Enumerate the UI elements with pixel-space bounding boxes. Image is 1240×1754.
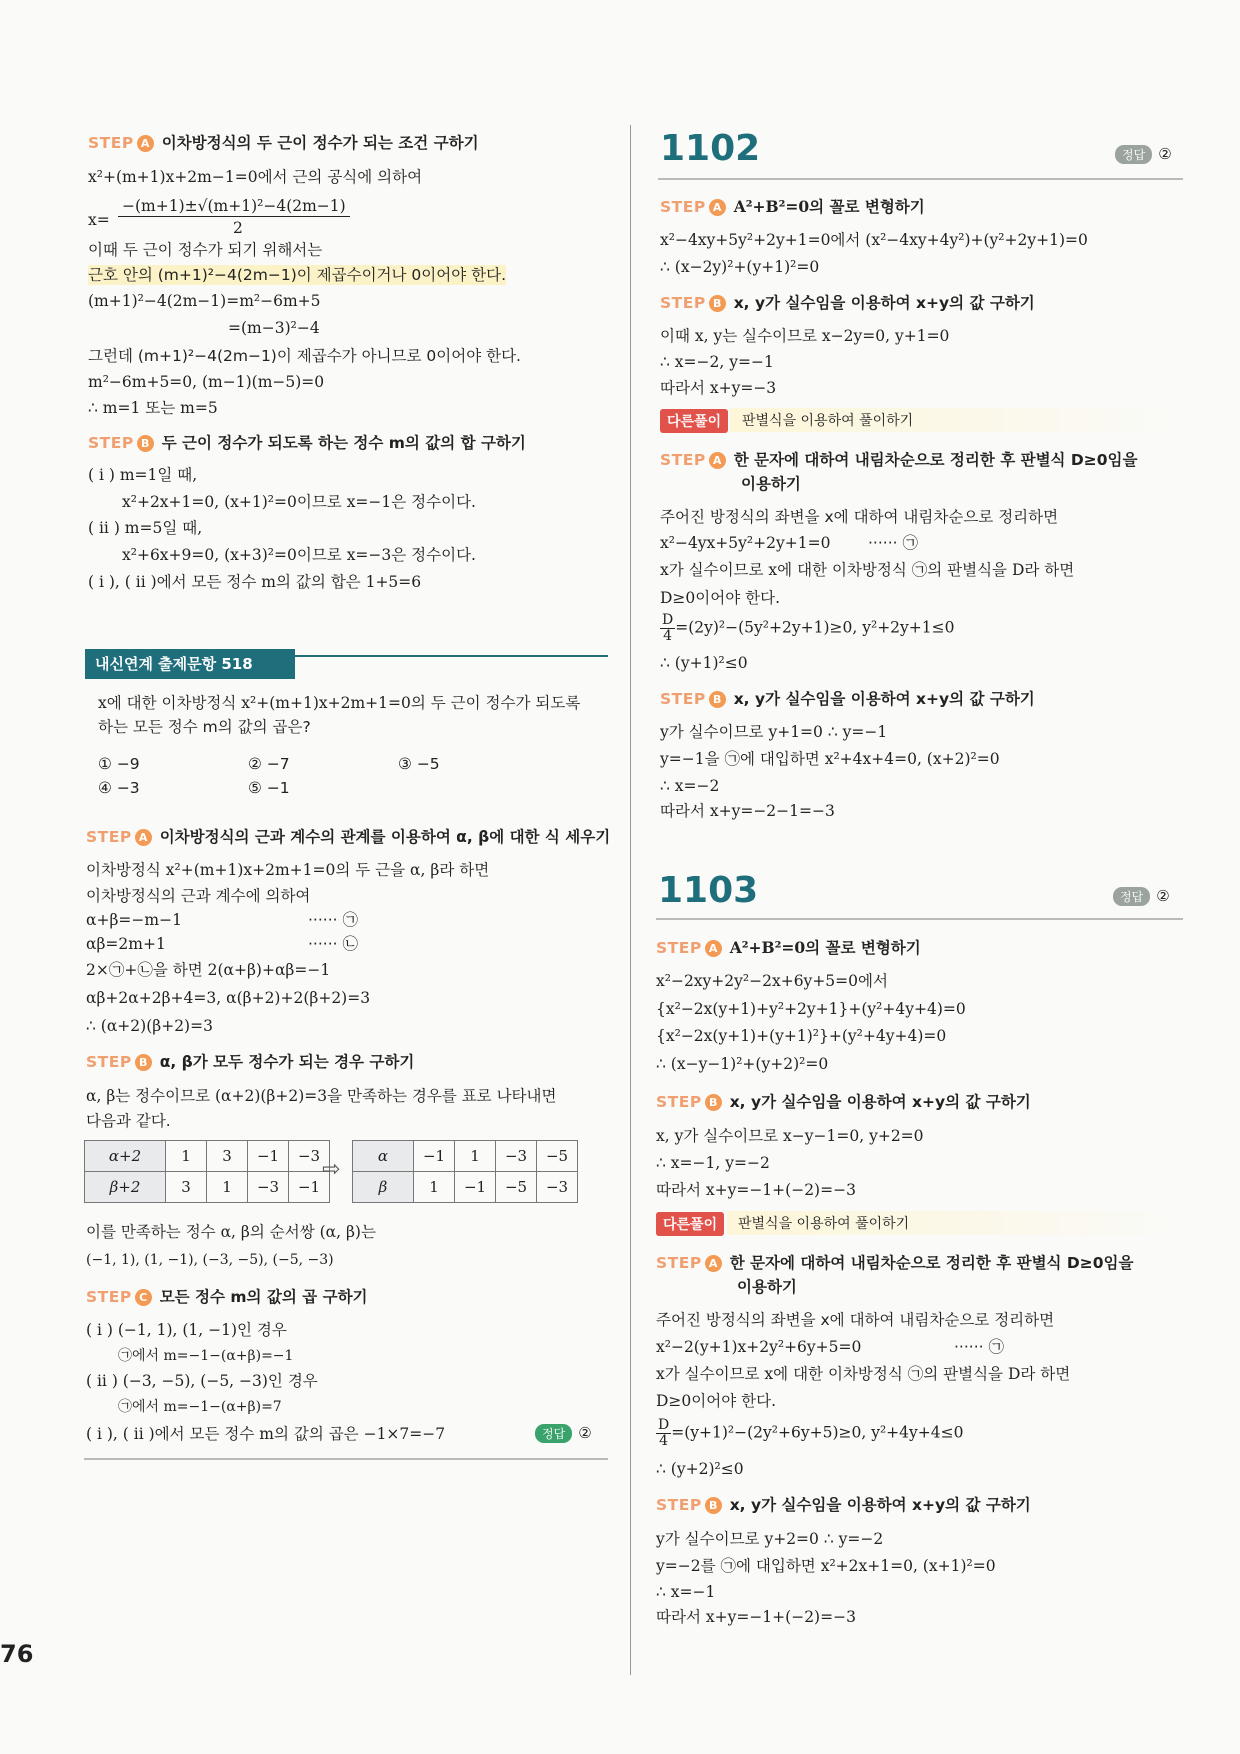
section-end-rule — [84, 1458, 608, 1460]
table-row — [85, 1141, 330, 1172]
math-line: y=−2를 ㉠에 대입하면 x²+2x+1=0, (x+1)²=0 — [656, 1557, 996, 1575]
equation-marker: ······ ㉡ — [308, 935, 358, 953]
math-line: =(m−3)²−4 — [228, 319, 320, 337]
math-line: ∴ m=1 또는 m=5 — [88, 399, 218, 417]
table-cell: 1 — [455, 1141, 496, 1172]
step-b-heading: STEP B x, y가 실수임을 이용하여 x+y의 값 구하기 — [656, 1496, 1031, 1514]
table-row — [85, 1172, 330, 1203]
step-a-heading: STEP A 한 문자에 대하여 내림차순으로 정리한 후 판별식 D≥0임을 — [660, 451, 1138, 469]
table-cell: 1 — [414, 1172, 455, 1203]
table-cell: β — [353, 1172, 414, 1203]
text-line: ( i ) m=1일 때, — [88, 466, 198, 484]
fraction: $\frac{D}{4}$ — [658, 1417, 670, 1449]
highlighted-line: 근호 안의 (m+1)²−4(2m−1)이 제곱수이거나 0이어야 한다. — [88, 266, 507, 284]
math-line: $\frac{D}{4}$ =(y+1)²−(2y²+6y+5)≥0, y²+4y+4≤0 — [658, 1417, 964, 1449]
math-line: (m+1)²−4(2m−1)=m²−6m+5 — [88, 292, 321, 310]
math-line: ∴ x=−2, y=−1 — [660, 353, 774, 371]
step-a-heading: STEP A A²+B²=0의 꼴로 변형하기 — [656, 938, 921, 957]
math-line: x²+(m+1)x+2m−1=0에서 근의 공식에 의하여 — [88, 168, 423, 186]
math-line: 이때 x, y는 실수이므로 x−2y=0, y+1=0 — [660, 327, 950, 345]
math-line: αβ=2m+1 — [86, 935, 166, 953]
table-cell: β+2 — [85, 1172, 166, 1203]
text-line: ( i ), ( ii )에서 모든 정수 m의 값의 합은 1+5=6 — [88, 573, 422, 591]
text-line: 그런데 (m+1)²−4(2m−1)이 제곱수가 아니므로 0이어야 한다. — [88, 347, 521, 365]
math-line: ㉠에서 m=−1−(α+β)=7 — [118, 1399, 282, 1415]
math-line: αβ+2α+2β+4=3, α(β+2)+2(β+2)=3 — [86, 989, 371, 1007]
table-row — [353, 1141, 578, 1172]
math-line: 따라서 x+y=−2−1=−3 — [660, 802, 835, 820]
math-line: m²−6m+5=0, (m−1)(m−5)=0 — [88, 373, 325, 391]
section-banner: 내신연계 출제문항 518 — [85, 649, 295, 679]
table-cell: α+2 — [85, 1141, 166, 1172]
math-line: 따라서 x+y=−1+(−2)=−3 — [656, 1608, 856, 1626]
text-line: 주어진 방정식의 좌변을 x에 대하여 내림차순으로 정리하면 — [660, 508, 1059, 526]
math-line: y=−1을 ㉠에 대입하면 x²+4x+4=0, (x+2)²=0 — [660, 750, 1000, 768]
table-cell: −5 — [496, 1172, 537, 1203]
question-line: 하는 모든 정수 m의 값의 곱은? — [98, 718, 311, 736]
table-cell: −3 — [289, 1141, 330, 1172]
right-arrow-icon: ⇨ — [322, 1157, 341, 1182]
equation-marker: ······ ㉠ — [954, 1338, 1004, 1356]
step-a-heading: STEP A A²+B²=0의 꼴로 변형하기 — [660, 197, 925, 216]
math-line: x²−2xy+2y²−2x+6y+5=0에서 — [656, 972, 888, 990]
answer-badge: 정답 ② — [1115, 145, 1172, 164]
math-line: ∴ (y+2)²≤0 — [656, 1460, 744, 1478]
problem-rule — [656, 918, 1183, 920]
math-line: 따라서 x+y=−3 — [660, 379, 777, 397]
math-line: x²+2x+1=0, (x+1)²=0이므로 x=−1은 정수이다. — [122, 493, 476, 511]
math-line: x²−4yx+5y²+2y+1=0 — [660, 534, 831, 552]
text-line: ( ii ) m=5일 때, — [88, 519, 203, 537]
text-line: ( ii ) (−3, −5), (−5, −3)인 경우 — [86, 1372, 318, 1390]
text-line: 이차방정식의 근과 계수에 의하여 — [86, 887, 311, 905]
page-number: 76 — [0, 1640, 34, 1668]
math-line: α+β=−m−1 — [86, 911, 182, 929]
table-cell: 1 — [207, 1172, 248, 1203]
choice-2: ② −7 — [248, 755, 290, 773]
table-cell: −1 — [455, 1172, 496, 1203]
math-line: 2×㉠+㉡을 하면 2(α+β)+αβ=−1 — [86, 961, 331, 979]
math-line: (−1, 1), (1, −1), (−3, −5), (−5, −3) — [86, 1252, 334, 1268]
section-rule — [285, 655, 608, 657]
math-line: $\frac{D}{4}$ =(2y)²−(5y²+2y+1)≥0, y²+2y+1≤0 — [662, 612, 955, 644]
step-b-heading: STEP B 두 근이 정수가 되도록 하는 정수 m의 값의 합 구하기 — [88, 434, 526, 452]
text-line: ( i ), ( ii )에서 모든 정수 m의 값의 곱은 −1×7=−7 — [86, 1425, 446, 1443]
step-a-heading: STEP A 이차방정식의 두 근이 정수가 되는 조건 구하기 — [88, 134, 479, 152]
math-line: y가 실수이므로 y+2=0 ∴ y=−2 — [656, 1530, 884, 1548]
step-b-heading: STEP B x, y가 실수임을 이용하여 x+y의 값 구하기 — [660, 294, 1035, 312]
math-line: x²−4xy+5y²+2y+1=0에서 (x²−4xy+4y²)+(y²+2y+1)=0 — [660, 231, 1088, 249]
math-line: 이차방정식 x²+(m+1)x+2m+1=0의 두 근을 α, β라 하면 — [86, 861, 490, 879]
fraction: $\frac{D}{4}$ — [662, 612, 674, 644]
table-cell: 3 — [166, 1172, 207, 1203]
equation-marker: ······ ㉠ — [308, 911, 358, 929]
table-cell: −3 — [496, 1141, 537, 1172]
step-c-heading: STEP C 모든 정수 m의 값의 곱 구하기 — [86, 1288, 368, 1306]
step-b-heading: STEP B x, y가 실수임을 이용하여 x+y의 값 구하기 — [660, 690, 1035, 708]
step-a-heading-cont: 이용하기 — [741, 475, 801, 493]
table-cell: −5 — [537, 1141, 578, 1172]
answer-badge: 정답 ② — [535, 1424, 592, 1443]
text-line: α, β는 정수이므로 (α+2)(β+2)=3을 만족하는 경우를 표로 나타내면 — [86, 1087, 557, 1105]
math-line: ∴ (α+2)(β+2)=3 — [86, 1017, 213, 1035]
step-a-heading: STEP A 이차방정식의 근과 계수의 관계를 이용하여 α, β에 대한 식 세우기 — [86, 828, 611, 846]
text-line: 주어진 방정식의 좌변을 x에 대하여 내림차순으로 정리하면 — [656, 1311, 1055, 1329]
math-line: x, y가 실수이므로 x−y−1=0, y+2=0 — [656, 1127, 924, 1145]
math-line: 따라서 x+y=−1+(−2)=−3 — [656, 1181, 856, 1199]
column-divider — [630, 125, 631, 1675]
alt-solution-title: 판별식을 이용하여 풀이하기 — [742, 413, 914, 429]
text-line: x가 실수이므로 x에 대한 이차방정식 ㉠의 판별식을 D라 하면 — [656, 1365, 1071, 1383]
text-line: ( i ) (−1, 1), (1, −1)인 경우 — [86, 1321, 287, 1339]
problem-number: 1102 — [660, 128, 761, 169]
math-line: {x²−2x(y+1)+y²+2y+1}+(y²+4y+4)=0 — [656, 1000, 966, 1018]
math-line: ∴ (x−2y)²+(y+1)²=0 — [660, 258, 820, 276]
alt-solution-tag: 다른풀이 — [656, 1212, 724, 1236]
math-line: ∴ x=−1, y=−2 — [656, 1154, 770, 1172]
math-line: ∴ x=−1 — [656, 1583, 716, 1601]
text-line: D≥0이어야 한다. — [656, 1392, 776, 1410]
answer-badge: 정답 ② — [1113, 887, 1170, 906]
alt-solution-title: 판별식을 이용하여 풀이하기 — [738, 1216, 910, 1232]
text-line: D≥0이어야 한다. — [660, 589, 780, 607]
math-line: x²−2(y+1)x+2y²+6y+5=0 — [656, 1338, 862, 1356]
text-line: 이때 두 근이 정수가 되기 위해서는 — [88, 241, 323, 259]
step-b-heading: STEP B x, y가 실수임을 이용하여 x+y의 값 구하기 — [656, 1093, 1031, 1111]
table-cell: −1 — [289, 1172, 330, 1203]
table-cell: −1 — [248, 1141, 289, 1172]
table-cell: −3 — [248, 1172, 289, 1203]
text-line: 이를 만족하는 정수 α, β의 순서쌍 (α, β)는 — [86, 1223, 376, 1241]
math-line: y가 실수이므로 y+1=0 ∴ y=−1 — [660, 723, 888, 741]
table-cell: 1 — [166, 1141, 207, 1172]
fraction-denominator: 2 — [233, 219, 243, 237]
math-line: ∴ (x−y−1)²+(y+2)²=0 — [656, 1055, 829, 1073]
alpha-beta-plus-two-table — [84, 1140, 330, 1203]
math-line: x= — [88, 211, 110, 229]
equation-marker: ······ ㉠ — [868, 534, 918, 552]
math-line: {x²−2x(y+1)+(y+1)²}+(y²+4y+4)=0 — [656, 1027, 947, 1045]
choice-4: ④ −3 — [98, 779, 140, 797]
question-line: x에 대한 이차방정식 x²+(m+1)x+2m+1=0의 두 근이 정수가 되도록 — [98, 694, 581, 712]
table-cell: −3 — [537, 1172, 578, 1203]
math-line: ㉠에서 m=−1−(α+β)=−1 — [118, 1348, 294, 1364]
table-cell: α — [353, 1141, 414, 1172]
table-row — [353, 1172, 578, 1203]
text-line: x가 실수이므로 x에 대한 이차방정식 ㉠의 판별식을 D라 하면 — [660, 561, 1075, 579]
text-line: 다음과 같다. — [86, 1112, 171, 1130]
step-a-heading-cont: 이용하기 — [737, 1278, 797, 1296]
choice-3: ③ −5 — [398, 755, 440, 773]
problem-rule — [658, 178, 1183, 180]
math-line: x²+6x+9=0, (x+3)²=0이므로 x=−3은 정수이다. — [122, 546, 476, 564]
fraction-numerator: −(m+1)±√(m+1)²−4(2m−1) — [118, 196, 350, 217]
step-b-heading: STEP B α, β가 모두 정수가 되는 경우 구하기 — [86, 1053, 415, 1071]
table-cell: −1 — [414, 1141, 455, 1172]
step-a-heading: STEP A 한 문자에 대하여 내림차순으로 정리한 후 판별식 D≥0임을 — [656, 1254, 1134, 1272]
table-cell: 3 — [207, 1141, 248, 1172]
alt-solution-tag: 다른풀이 — [660, 409, 728, 433]
choice-1: ① −9 — [98, 755, 140, 773]
alpha-beta-table — [352, 1140, 578, 1203]
math-line: ∴ x=−2 — [660, 777, 720, 795]
problem-number: 1103 — [658, 870, 759, 911]
choice-5: ⑤ −1 — [248, 779, 290, 797]
math-line: ∴ (y+1)²≤0 — [660, 654, 748, 672]
